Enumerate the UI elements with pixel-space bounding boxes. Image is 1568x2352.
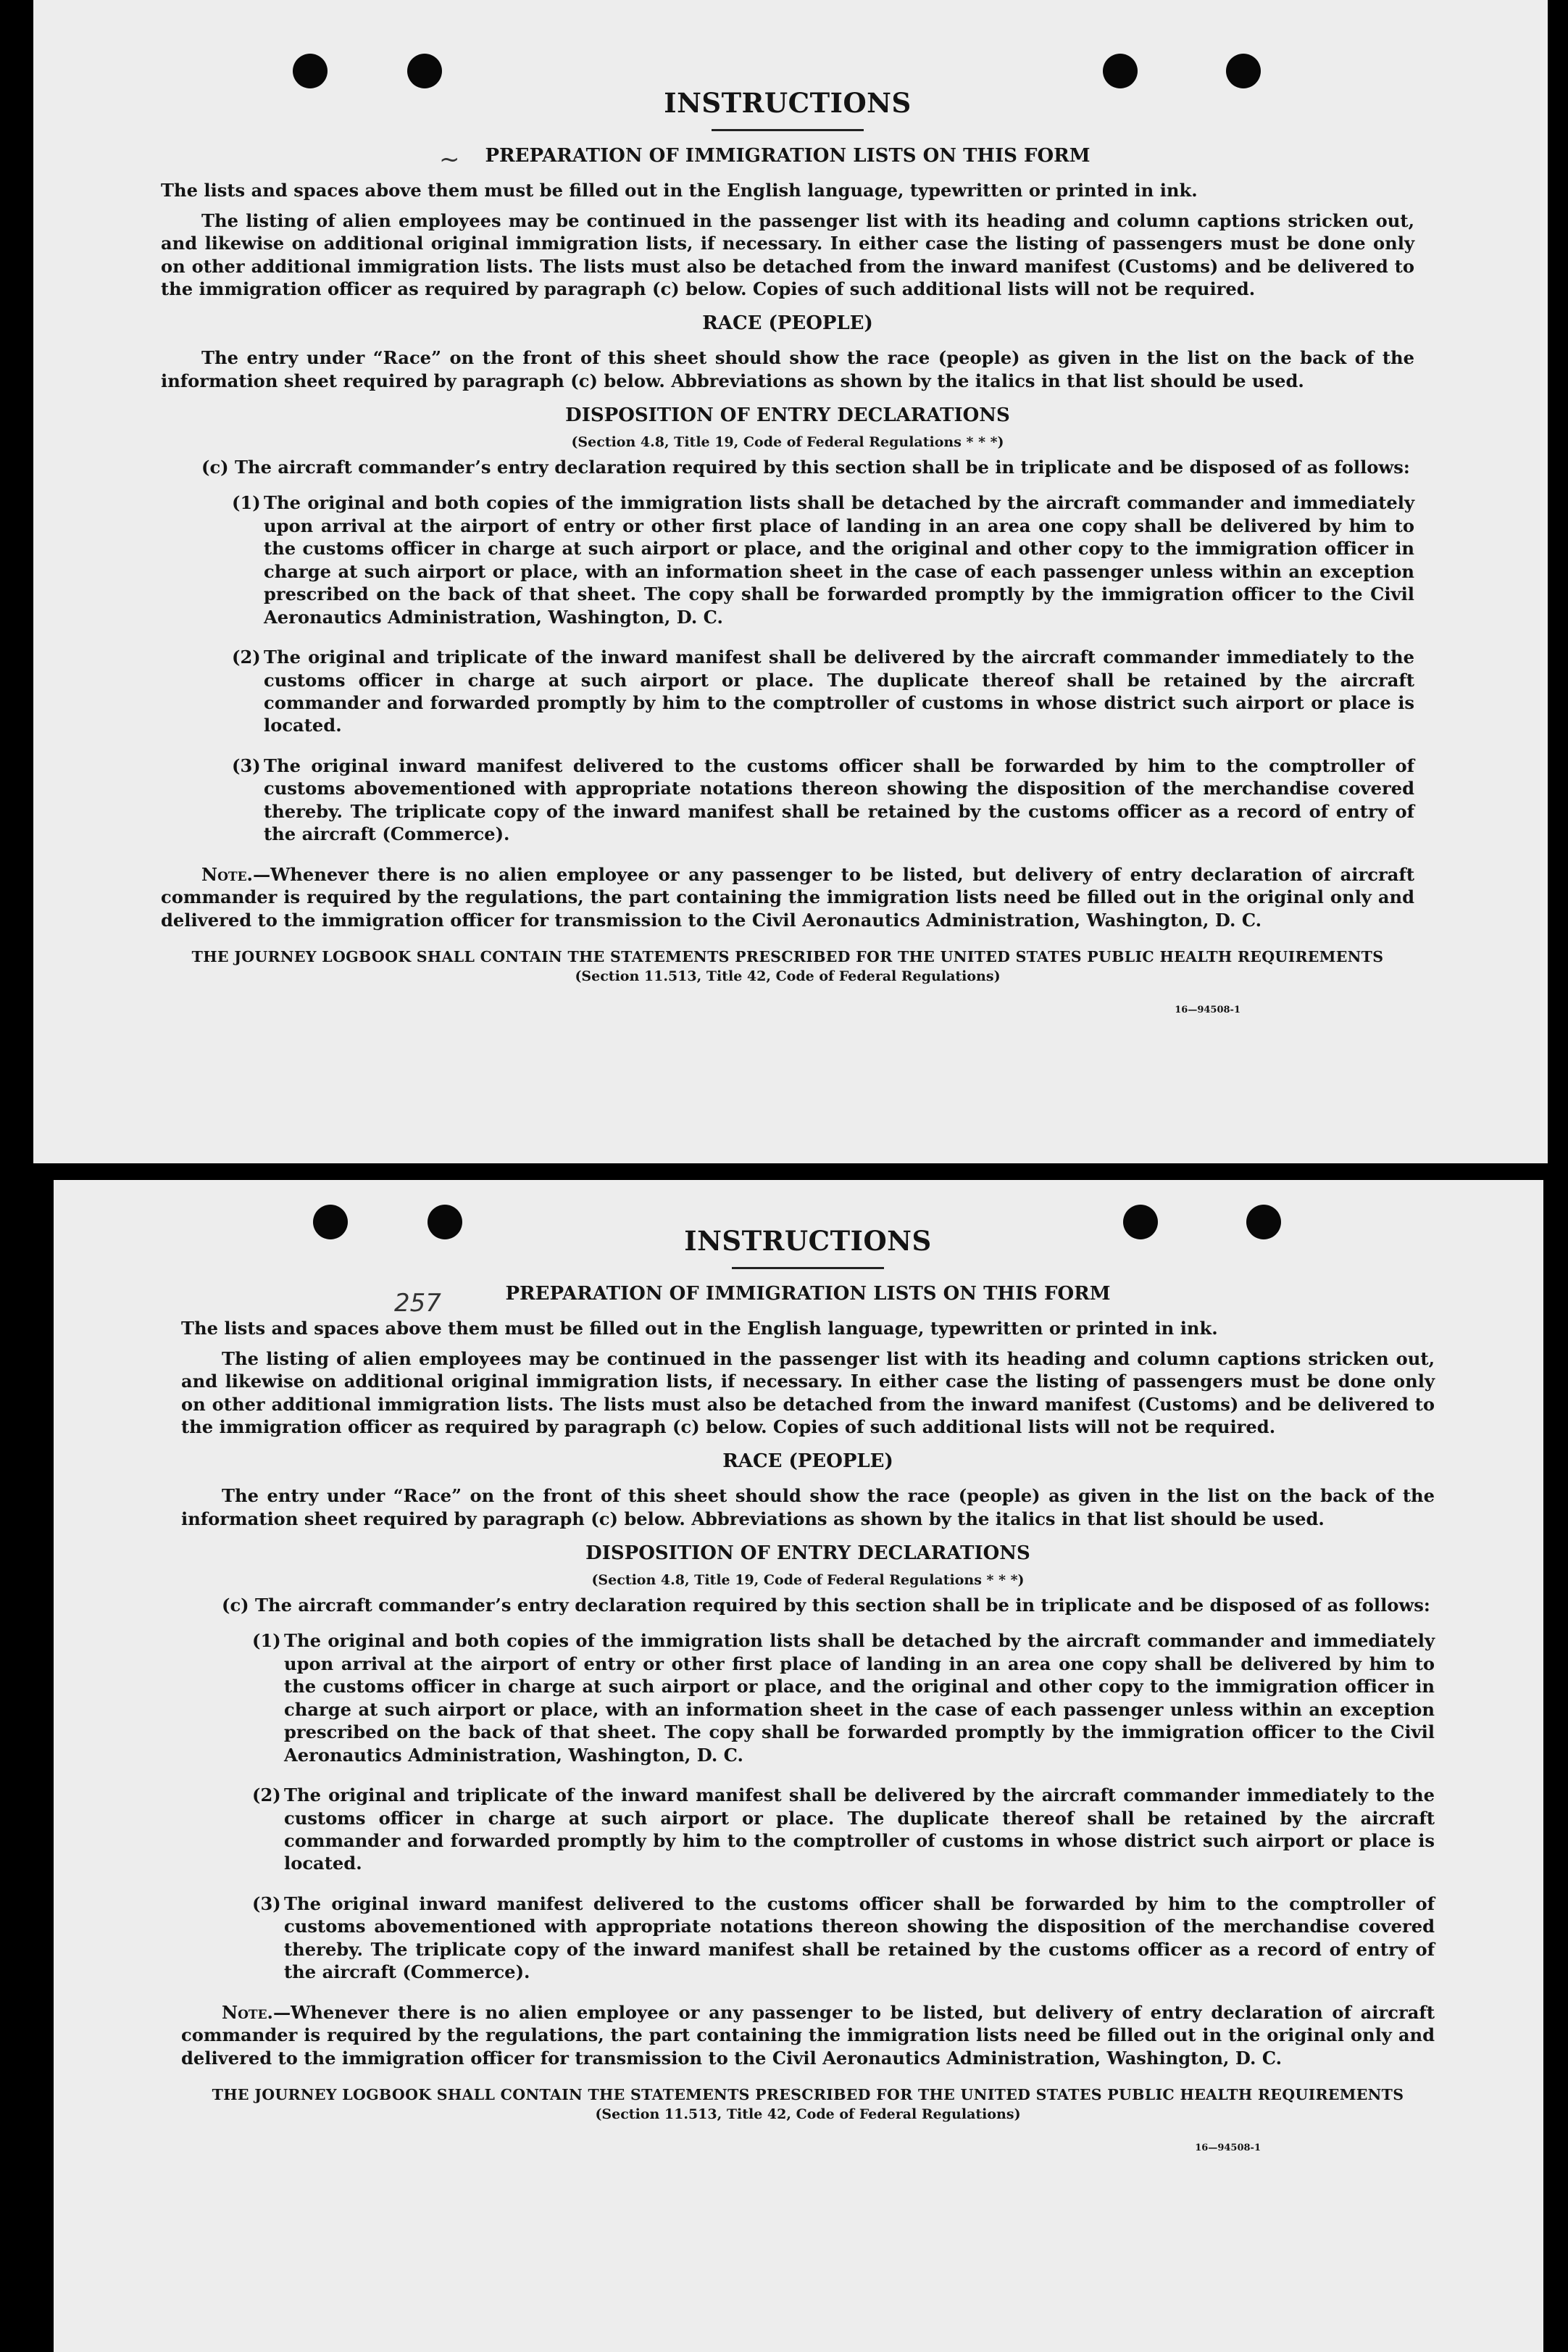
document-body — [181, 1225, 1435, 2153]
note-paragraph — [161, 863, 1414, 931]
item-number: (1) — [232, 492, 261, 514]
section-heading: DISPOSITION OF ENTRY DECLARATIONS — [565, 404, 1010, 427]
journey-statement: THE JOURNEY LOGBOOK SHALL CONTAIN THE STATEMENTS PRESCRIBED FOR THE UNITED STATES PUBLIC HEALTH REQUIREMENTS — [191, 948, 1384, 966]
paragraph: (c) The aircraft commander’s entry declaration required by this section shall be in triplicate and be disposed of as follows: — [222, 1594, 1430, 1616]
note-paragraph — [181, 2001, 1435, 2069]
journey-citation: (Section 11.513, Title 42, Code of Federal Regulations) — [595, 2106, 1021, 2122]
paragraph: The entry under “Race” on the front of this sheet should show the race (people) as given in the list on the back of the information sheet required by paragraph (c) below. Abbreviations as shown by the italics in that list should be used. — [161, 347, 1414, 391]
section-heading: RACE (PEOPLE) — [702, 312, 873, 335]
section-citation: (Section 4.8, Title 19, Code of Federal Regulations * * *) — [591, 1571, 1025, 1588]
section-heading: DISPOSITION OF ENTRY DECLARATIONS — [585, 1542, 1030, 1565]
paragraph: The listing of alien employees may be continued in the passenger list with its heading and column captions stricken out, and likewise on additional original immigration lists, if necessary. In either case the listing of passengers must be done only on other additional immigration lists. The lists must also be detached from the inward manifest (Customs) and be delivered to the immigration officer as required by paragraph (c) below. Copies of such additional lists will not be required. — [161, 209, 1414, 299]
section-heading: RACE (PEOPLE) — [722, 1450, 893, 1473]
list-item — [232, 491, 1414, 628]
handwritten-note: ~ — [439, 145, 460, 174]
list-item — [252, 1892, 1435, 1984]
paragraph: The lists and spaces above them must be filled out in the English language, typewritten or printed in ink. — [181, 1318, 1218, 1339]
page-title: INSTRUCTIONS — [684, 1225, 932, 1257]
item-number: (3) — [232, 755, 261, 776]
title-rule — [712, 129, 864, 131]
note-label: Note. — [201, 863, 253, 885]
section-heading: PREPARATION OF IMMIGRATION LISTS ON THIS FORM — [485, 145, 1090, 167]
item-number: (2) — [232, 647, 261, 668]
form-number: 16—94508-1 — [1175, 1004, 1240, 1015]
item-text: The original inward manifest delivered to the customs officer shall be forwarded by him to the comptroller of customs abovementioned with appropriate notations thereon showing the disposition of the merchandise covered thereby. The triplicate copy of the inward manifest shall be retained by the customs officer as a record of entry of the aircraft (Commerce). — [284, 1892, 1435, 1983]
item-text: The original inward manifest delivered to the customs officer shall be forwarded by him to the comptroller of customs abovementioned with appropriate notations thereon showing the disposition of the merchandise covered thereby. The triplicate copy of the inward manifest shall be retained by the customs officer as a record of entry of the aircraft (Commerce). — [264, 755, 1414, 845]
item-text: The original and both copies of the immigration lists shall be detached by the aircraft commander and immediately upon arrival at the airport of entry or other first place of landing in an area one copy shall be delivered by him to the customs officer in charge at such airport or place, and the original and other copy to the immigration officer in charge at such airport or place, with an information sheet in the case of each passenger unless within an exception prescribed on the back of that sheet. The copy shall be forwarded promptly by the immigration officer to the Civil Aeronautics Administration, Washington, D. C. — [284, 1630, 1435, 1766]
paragraph: The entry under “Race” on the front of this sheet should show the race (people) as given in the list on the back of the information sheet required by paragraph (c) below. Abbreviations as shown by the italics in that list should be used. — [181, 1485, 1435, 1529]
form-number: 16—94508-1 — [1195, 2142, 1261, 2153]
punch-hole — [1103, 54, 1138, 88]
document-sheet — [54, 1180, 1543, 2352]
item-text: The original and triplicate of the inward manifest shall be delivered by the aircraft commander immediately to the customs officer in charge at such airport or place. The duplicate thereof shall be retained by the aircraft commander and forwarded promptly by him to the comptroller of customs in whose district such airport or place is located. — [284, 1784, 1435, 1874]
paragraph: The listing of alien employees may be continued in the passenger list with its heading and column captions stricken out, and likewise on additional original immigration lists, if necessary. In either case the listing of passengers must be done only on other additional immigration lists. The lists must also be detached from the inward manifest (Customs) and be delivered to the immigration officer as required by paragraph (c) below. Copies of such additional lists will not be required. — [181, 1347, 1435, 1437]
note-text: —Whenever there is no alien employee or any passenger to be listed, but delivery of entry declaration of aircraft commander is required by the regulations, the part containing the immigration lists need be filled out in the original only and delivered to the immigration officer for transmission to the Civil Aeronautics Administration, Washington, D. C. — [181, 2001, 1435, 2069]
punch-hole — [1226, 54, 1261, 88]
handwritten-note: 257 — [394, 1289, 441, 1318]
note-text: —Whenever there is no alien employee or any passenger to be listed, but delivery of entry declaration of aircraft commander is required by the regulations, the part containing the immigration lists need be filled out in the original only and delivered to the immigration officer for transmission to the Civil Aeronautics Administration, Washington, D. C. — [161, 863, 1414, 931]
journey-statement: THE JOURNEY LOGBOOK SHALL CONTAIN THE STATEMENTS PRESCRIBED FOR THE UNITED STATES PUBLIC HEALTH REQUIREMENTS — [212, 2086, 1404, 2104]
document-body — [161, 87, 1414, 1015]
paragraph: The lists and spaces above them must be filled out in the English language, typewritten or printed in ink. — [161, 180, 1198, 201]
section-heading: PREPARATION OF IMMIGRATION LISTS ON THIS FORM — [505, 1283, 1111, 1305]
item-number: (1) — [252, 1630, 281, 1652]
list-item — [252, 1629, 1435, 1766]
item-text: The original and both copies of the immigration lists shall be detached by the aircraft commander and immediately upon arrival at the airport of entry or other first place of landing in an area one copy shall be delivered by him to the customs officer in charge at such airport or place, and the original and other copy to the immigration officer in charge at such airport or place, with an information sheet in the case of each passenger unless within an exception prescribed on the back of that sheet. The copy shall be forwarded promptly by the immigration officer to the Civil Aeronautics Administration, Washington, D. C. — [264, 492, 1414, 628]
journey-citation: (Section 11.513, Title 42, Code of Federal Regulations) — [575, 968, 1001, 984]
list-item — [252, 1784, 1435, 1875]
document-sheet — [33, 0, 1548, 1163]
punch-hole — [407, 54, 442, 88]
item-number: (3) — [252, 1892, 281, 1914]
page-title: INSTRUCTIONS — [664, 87, 912, 119]
list-item — [232, 755, 1414, 846]
item-number: (2) — [252, 1784, 281, 1806]
punch-hole — [293, 54, 328, 88]
item-text: The original and triplicate of the inward manifest shall be delivered by the aircraft commander immediately to the customs officer in charge at such airport or place. The duplicate thereof shall be retained by the aircraft commander and forwarded promptly by him to the comptroller of customs in whose district such airport or place is located. — [264, 647, 1414, 736]
note-label: Note. — [222, 2001, 273, 2023]
list-item — [232, 646, 1414, 737]
paragraph: (c) The aircraft commander’s entry declaration required by this section shall be in triplicate and be disposed of as follows: — [201, 456, 1410, 478]
title-rule — [732, 1267, 884, 1269]
section-citation: (Section 4.8, Title 19, Code of Federal Regulations * * *) — [571, 433, 1004, 450]
